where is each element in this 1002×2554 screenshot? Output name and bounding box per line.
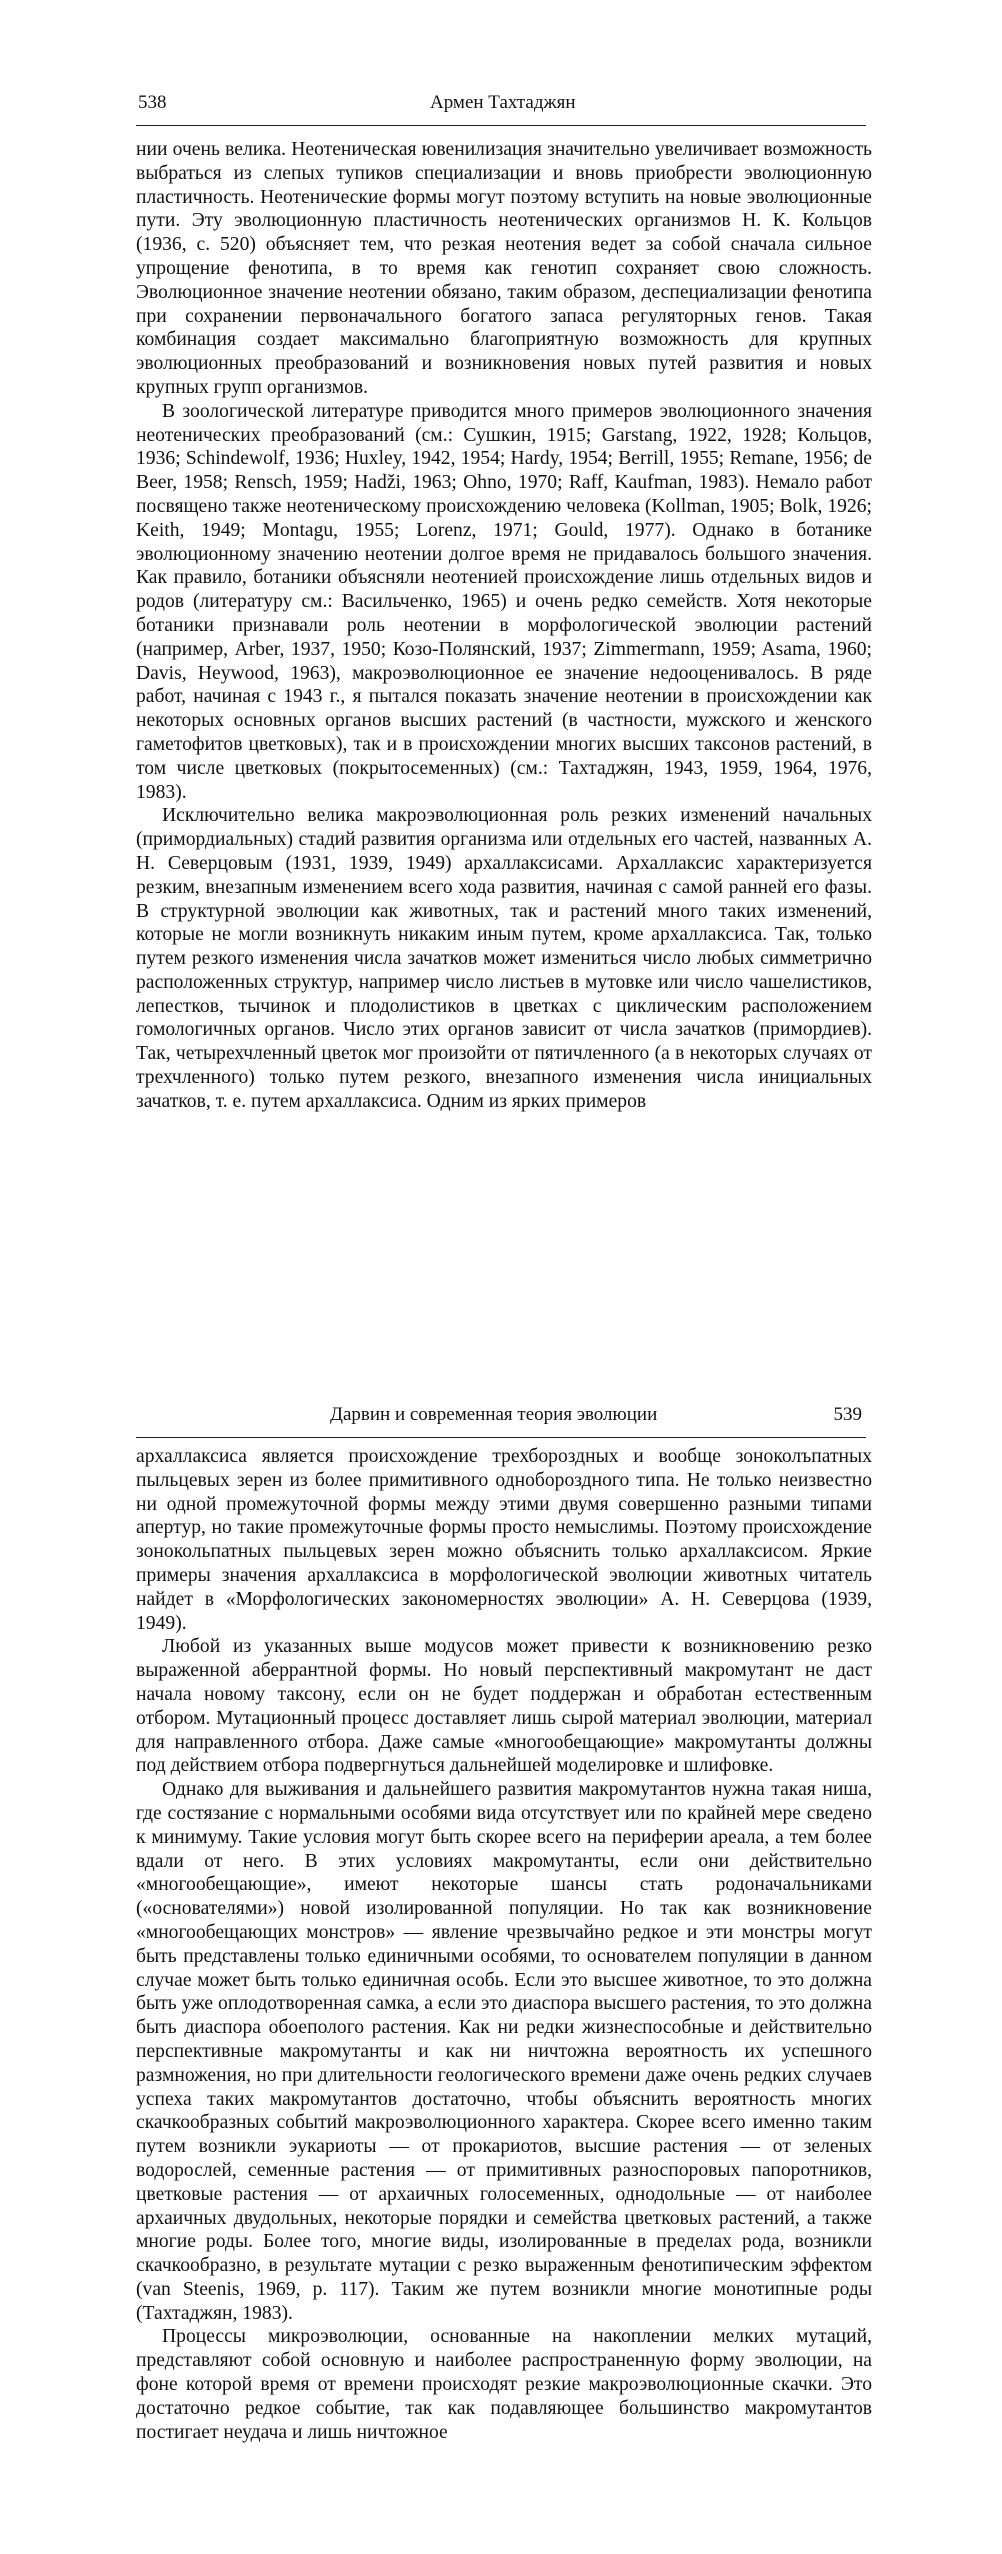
paragraph: Любой из указанных выше модусов может привести к возникновению резко выраженной аберрантной формы. Но новый перспективный макромутант не даст начала новому таксону, если он не будет поддержан и обработан естественным отбором. Мутационный процесс доставляет лишь сырой материал эволюции, материал для направленного отбора. Даже самые «многообещающие» макромутанты должны под действием отбора подвергнуться дальнейшей моделировке и шлифовке. (136, 1636, 872, 1777)
paragraph: нии очень велика. Неотеническая ювенилизация значительно увеличивает возможность выбраться из слепых тупиков специализации и вновь приобрести эволюционную пластичность. Неотенические формы могут поэтому вступить на новые эволюционные пути. Эту эволюционную пластичность неотенических организмов Н. К. Кольцов (1936, с. 520) объясняет тем, что резкая неотения ведет за собой сначала сильное упрощение фенотипа, в то время как генотип сохраняет свою сложность. Эволюционное значение неотении обязано, таким образом, деспециализации фенотипа при сохранении первоначального богатого запаса регуляторных генов. Такая комбинация создает максимально благоприятную возможность для крупных эволюционных преобразований и возникновения новых путей развития и новых крупных групп организмов. (136, 139, 872, 398)
running-title: Армен Тахтаджян (430, 92, 576, 113)
header-rule (136, 1437, 866, 1438)
page-header (0, 92, 1002, 118)
running-title: Дарвин и современная теория эволюции (330, 1404, 658, 1425)
paragraph: Исключительно велика макроэволюционная роль резких изменений начальных (примордиальных) стадий развития организма или отдельных его частей, названных А. Н. Северцовым (1931, 1939, 1949) архаллаксисами. Архаллаксис характеризуется резким, внезапным изменением всего хода развития, начиная с самой ранней его фазы. В структурной эволюции как животных, так и растений много таких изменений, которые не могли возникнуть никаким иным путем, кроме архаллаксиса. Так, только путем резкого изменения числа зачатков может измениться число любых симметрично расположенных структур, например число листьев в мутовке или число чашелистиков, лепестков, тычинок и плодолистиков в цветках с циклическим расположением гомологичных органов. Число этих органов зависит от числа зачатков (примордиев). Так, четырехчленный цветок мог произойти от пятичленного (а в некоторых случаях от трехчленного) только путем резкого, внезапного изменения числа инициальных зачатков, т. е. путем архаллаксиса. Одним из ярких примеров (136, 805, 872, 1112)
page-header (0, 1404, 1002, 1430)
paragraph: Однако для выживания и дальнейшего развития макромутантов нужна такая ниша, где состязание с нормальными особями вида отсутствует или по крайней мере сведено к минимуму. Такие условия могут быть скорее всего на периферии ареала, а тем более вдали от него. В этих условиях макромутанты, если они действительно «многообещающие», имеют некоторые шансы стать родоначальниками («основателями») новой изолированной популяции. Но так как возникновение «многообещающих монстров» — явление чрезвычайно редкое и эти монстры могут быть представлены только единичными особями, то основателем популяции в данном случае может быть только единичная особь. Если это высшее животное, то это должна быть уже оплодотворенная самка, а если это диаспора высшего растения, то это должна быть диаспора обоеполого растения. Как ни редки жизнеспособные и действительно перспективные макромутанты и как ни ничтожна вероятность их успешного размножения, но при длительности геологического времени даже очень редких случаев успеха таких макромутантов достаточно, чтобы объяснить вероятность многих скачкообразных событий макроэволюционного характера. Скорее всего именно таким путем возникли эукариоты — от прокариотов, высшие растения — от зеленых водорослей, семенные растения — от примитивных разноспоровых папоротников, цветковые растения — от архаичных голосеменных, однодольные — от наиболее архаичных двудольных, некоторые порядки и семейства цветковых растений, а также многие роды. Более того, многие виды, изолированные в пределах рода, возникли скачкообразно, в результате мутации с резко выраженным фенотипическим эффектом (van Steenis, 1969, p. 117). Таким же путем возникли многие монотипные роды (Тахтаджян, 1983). (136, 1779, 872, 2324)
header-rule (136, 125, 866, 126)
body-text (136, 138, 872, 1114)
body-text (136, 1445, 872, 2444)
page-gap (0, 1218, 1002, 1350)
page-number: 539 (833, 1404, 862, 1425)
page-number: 538 (138, 92, 167, 113)
paragraph: архаллаксиса является происхождение трехбороздных и вообще зоноколъпатных пыльцевых зерен из более примитивного однобороздного типа. Не только неизвестно ни одной промежуточной формы между этими двумя совершенно разными типами апертур, но такие промежуточные формы просто немыслимы. Поэтому происхождение зонокольпатных пыльцевых зерен можно объяснить только архаллаксисом. Яркие примеры значения архаллаксиса в морфологической эволюции животных читатель найдет в «Морфологических закономерностях эволюции» А. Н. Северцова (1939, 1949). (136, 1446, 872, 1634)
paragraph: Процессы микроэволюции, основанные на накоплении мелких мутаций, представляют собой основную и наиболее распространенную форму эволюции, на фоне которой время от времени происходят резкие макроэволюционные скачки. Это достаточно редкое событие, так как подавляющее большинство макромутантов постигает неудача и лишь ничтожное (136, 2326, 872, 2443)
page-538 (0, 0, 1002, 1218)
page-539 (0, 1350, 1002, 2554)
paragraph: В зоологической литературе приводится много примеров эволюционного значения неотенических преобразований (см.: Сушкин, 1915; Garstang, 1922, 1928; Кольцов, 1936; Schindewolf, 1936; Huxley, 1942, 1954; Hardy, 1954; Berrill, 1955; Remane, 1956; de Beer, 1958; Rensch, 1959; Hadži, 1963; Ohno, 1970; Raff, Kaufman, 1983). Немало работ посвящено также неотеническому происхождению человека (Kollman, 1905; Bolk, 1926; Keith, 1949; Montagu, 1955; Lorenz, 1971; Gould, 1977). Однако в ботанике эволюционному значению неотении долгое время не придавалось большого значения. Как правило, ботаники объясняли неотенией происхождение лишь отдельных видов и родов (литературу см.: Васильченко, 1965) и очень редко семейств. Хотя некоторые ботаники признавали роль неотении в морфологической эволюции растений (например, Arber, 1937, 1950; Козо-Полянский, 1937; Zimmermann, 1959; Asama, 1960; Davis, Heywood, 1963), макроэволюционное ее значение недооценивалось. В ряде работ, начиная с 1943 г., я пытался показать значение неотении в происхождении как некоторых основных органов высших растений (в частности, мужского и женского гаметофитов цветковых), так и в происхождении многих высших таксонов растений, в том числе цветковых (покрытосеменных) (см.: Тахтаджян, 1943, 1959, 1964, 1976, 1983). (136, 400, 872, 803)
